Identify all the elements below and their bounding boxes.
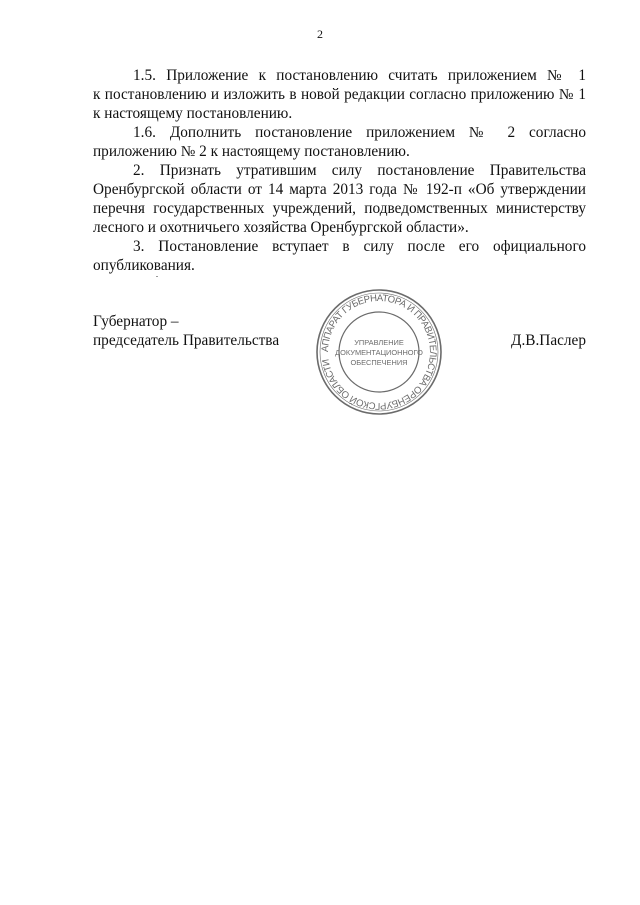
paragraph-3 — [93, 237, 586, 275]
scan-speck — [156, 276, 158, 277]
text-line: приложению № 2 к настоящему постановлению. — [93, 143, 410, 160]
seal-center-line-2: ДОКУМЕНТАЦИОННОГО — [335, 348, 423, 357]
page-number: 2 — [317, 27, 323, 41]
signature-title-line-1: Губернатор – — [93, 313, 179, 330]
official-seal-stamp — [313, 286, 445, 418]
seal-ring-text-path: АППАРАТ ГУБЕРНАТОРА И ПРАВИТЕЛЬСТВА ОРЕНБУРГСКОЙ ОБЛАСТИ — [319, 292, 439, 412]
text-line: Оренбургской области от 14 марта 2013 года № 192-п «Об утверждении — [93, 181, 586, 198]
text-line: 1.5. Приложение к постановлению считать приложением № 1 — [133, 67, 586, 84]
text-line: опубликования. — [93, 257, 195, 274]
document-body — [93, 66, 586, 275]
paragraph-2 — [93, 161, 586, 237]
text-line: 2. Признать утратившим силу постановление Правительства — [133, 162, 586, 179]
seal-center-line-3: ОБЕСПЕЧЕНИЯ — [350, 358, 408, 367]
text-line: 1.6. Дополнить постановление приложением № 2 согласно — [133, 124, 586, 141]
paragraph-1-5 — [93, 66, 586, 123]
text-line: перечня государственных учреждений, подведомственных министерству — [93, 200, 586, 217]
text-line: лесного и охотничьего хозяйства Оренбургской области». — [93, 219, 469, 236]
text-line: к постановлению и изложить в новой редакции согласно приложению № 1 — [93, 86, 586, 103]
seal-center-line-1: УПРАВЛЕНИЕ — [354, 338, 404, 347]
signature-title-line-2: председатель Правительства — [93, 332, 280, 349]
paragraph-1-6 — [93, 123, 586, 161]
text-line: к настоящему постановлению. — [93, 105, 293, 122]
signature-name: Д.В.Паслер — [511, 332, 586, 349]
seal-graphics — [317, 290, 441, 414]
signature-title — [93, 312, 279, 350]
text-line: 3. Постановление вступает в силу после его официального — [133, 238, 586, 255]
